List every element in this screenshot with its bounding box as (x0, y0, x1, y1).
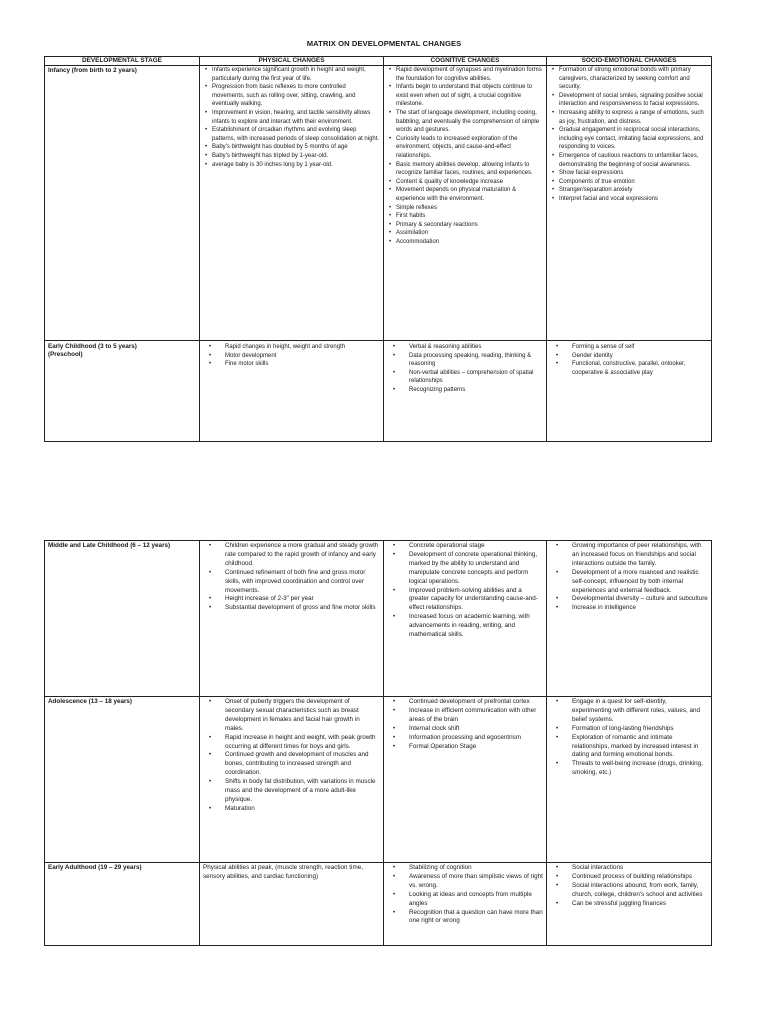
physical-cell (200, 341, 384, 442)
list-item: • Infants experience significant growth in height and weight, particularly during the first year of life. (203, 66, 380, 83)
cognitive-cell (384, 863, 547, 946)
stage-cell: Adolescence (13 – 18 years) (45, 697, 200, 863)
list-item: • Functional, constructive, parallel, onlooker, cooperative & associative play (550, 360, 708, 377)
list-item: • Motor development (203, 352, 380, 361)
header-cognitive: COGNITIVE CHANGES (384, 57, 547, 66)
list-item: • Stabilizing of cognition (387, 864, 543, 873)
list-item: • Engage in a quest for self-identity, experimenting with different roles, values, and belief systems. (550, 698, 708, 725)
list-item: • Increased focus on academic learning, with advancements in reading, writing, and mathematical skills. (387, 613, 543, 640)
list-item: • Improvement in vision, hearing, and tactile sensitivity allows infants to explore and interact with their environment. (203, 109, 380, 126)
physical-cell (200, 541, 384, 697)
list-item: • Show facial expressions (550, 169, 708, 178)
header-stage: DEVELOPMENTAL STAGE (45, 57, 200, 66)
list-item: • Improved problem-solving abilities and a greater capacity for understanding cause-and-effect relationships. (387, 587, 543, 614)
list-item: • Fine motor skills (203, 360, 380, 369)
socio-emotional-cell (547, 697, 712, 863)
table-row (45, 863, 712, 946)
header-physical: PHYSICAL CHANGES (200, 57, 384, 66)
cognitive-cell (384, 541, 547, 697)
list-item: • Growing importance of peer relationships, with an increased focus on friendships and social interactions outside the family. (550, 542, 708, 569)
list-item: • Awareness of more than simplistic views of right vs. wrong. (387, 873, 543, 891)
bullet-list (550, 343, 708, 377)
list-item: • Height increase of 2-3" per year (203, 595, 380, 604)
list-item: • Components of true emotion (550, 178, 708, 187)
bullet-list (550, 542, 708, 613)
stage-cell: Middle and Late Childhood (6 – 12 years) (45, 541, 200, 697)
list-item: • Continued refinement of both fine and gross motor skills, with improved coordination and control over movements. (203, 569, 380, 596)
list-item: • Baby's birthweight has doubled by 5 months of age (203, 143, 380, 152)
list-item: • Continued development of prefrontal cortex (387, 698, 543, 707)
header-socio-emotional: SOCIO-EMOTIONAL CHANGES (547, 57, 712, 66)
socio-emotional-cell (547, 541, 712, 697)
list-item: • Basic memory abilities develop, allowing infants to recognize familiar faces, routines, and experiences. (387, 161, 543, 178)
physical-cell: Physical abilities at peak, (muscle strength, reaction time, sensory abilities, and cardiac functioning) (200, 863, 384, 946)
list-item: • Formal Operation Stage (387, 743, 543, 752)
list-item: • Rapid changes in height, weight and strength (203, 343, 380, 352)
list-item: • Formation of strong emotional bonds with primary caregivers, characterized by seeking comfort and security. (550, 66, 708, 92)
list-item: • Assimilation (387, 229, 543, 238)
list-item: • Verbal & reasoning abilities (387, 343, 543, 352)
bullet-list (387, 66, 543, 246)
list-item: • Concrete operational stage (387, 542, 543, 551)
list-item: • Establishment of circadian rhythms and evolving sleep patterns, with increased periods of sleep consolidation at night. (203, 126, 380, 143)
cognitive-cell (384, 341, 547, 442)
stage-cell: Infancy (from birth to 2 years) (45, 66, 200, 341)
list-item: • Substantial development of gross and fine motor skills (203, 604, 380, 613)
list-item: • Curiosity leads to increased exploration of the environment, objects, and cause-and-effect relationships. (387, 135, 543, 161)
list-item: • Development of a more nuanced and realistic self-concept, influenced by both internal experiences and external feedback. (550, 569, 708, 596)
table-row (45, 66, 712, 341)
list-item: • Non-verbal abilities – comprehension of spatial relationships (387, 369, 543, 386)
list-item: • Can be stressful juggling finances (550, 900, 708, 909)
bullet-list (203, 343, 380, 369)
list-item: • Continued growth and development of muscles and bones, contributing to increased strength and coordination. (203, 751, 380, 778)
list-item: • Development of social smiles, signaling positive social interaction and responsiveness to facial expressions. (550, 92, 708, 109)
list-item: • Children experience a more gradual and steady growth rate compared to the rapid growth of infancy and early childhood. (203, 542, 380, 569)
list-item: • The start of language development, including cooing, babbling, and eventually the comprehension of simple words and gestures. (387, 109, 543, 135)
bullet-list (550, 698, 708, 778)
list-item: • Progression from basic reflexes to more controlled movements, such as rolling over, sitting, crawling, and eventually walking. (203, 83, 380, 109)
list-item: • Information processing and egocentrism (387, 734, 543, 743)
list-item: • Interpret facial and vocal expressions (550, 195, 708, 204)
bullet-list (203, 698, 380, 814)
cognitive-cell (384, 66, 547, 341)
socio-emotional-cell (547, 66, 712, 341)
table-row (45, 541, 712, 697)
table-row (45, 697, 712, 863)
list-item: • Exploration of romantic and intimate relationships, marked by increased interest in dating and forming emotional bonds. (550, 734, 708, 761)
list-item: • Formation of long-lasting friendships (550, 725, 708, 734)
list-item: • Increasing ability to express a range of emotions, such as joy, frustration, and distress. (550, 109, 708, 126)
list-item: • Forming a sense of self (550, 343, 708, 352)
list-item: • average baby is 30 inches long by 1 year-old. (203, 161, 380, 170)
list-item: • Rapid development of synapses and myelination forms the foundation for cognitive abilities. (387, 66, 543, 83)
list-item: • Gradual engagement in reciprocal social interactions, including eye contact, imitating facial expressions, and responding to voices. (550, 126, 708, 152)
list-item: • Social interactions abound, from work, family, church, college, children's school and activities (550, 882, 708, 900)
list-item: • Data processing speaking, reading, thinking & reasoning (387, 352, 543, 369)
list-item: • Increase in intelligence (550, 604, 708, 613)
list-item: • Recognition that a question can have more than one right or wrong (387, 909, 543, 927)
list-item: • Infants begin to understand that objects continue to exist even when out of sight, a crucial cognitive milestone. (387, 83, 543, 109)
bullet-list (387, 343, 543, 395)
list-item: • Rapid increase in height and weight, with peak growth occurring at different times for boys and girls. (203, 734, 380, 752)
list-item: • Primary & secondary reactions (387, 221, 543, 230)
list-item: • Development of concrete operational thinking, marked by the ability to understand and manipulate concrete concepts and perform logical operations. (387, 551, 543, 587)
list-item: • Continued process of building relationships (550, 873, 708, 882)
list-item: • Emergence of cautious reactions to unfamiliar faces, demonstrating the beginning of social awareness. (550, 152, 708, 169)
list-item: • Shifts in body fat distribution, with variations in muscle mass and the development of a more adult-like physique. (203, 778, 380, 805)
list-item: • First habits (387, 212, 543, 221)
list-item: • Accommodation (387, 238, 543, 247)
stage-cell: Early Childhood (3 to 5 years) (Preschool) (45, 341, 200, 442)
list-item: • Maturation (203, 805, 380, 814)
bullet-list (387, 864, 543, 926)
list-item: • Developmental diversity – culture and subculture (550, 595, 708, 604)
bullet-list (550, 864, 708, 909)
list-item: • Movement depends on physical maturation & experience with the environment. (387, 186, 543, 203)
table-row (45, 341, 712, 442)
list-item: • Simple reflexes (387, 204, 543, 213)
list-item: • Gender identity (550, 352, 708, 361)
development-matrix-table-1 (44, 56, 712, 442)
bullet-list (203, 542, 380, 613)
bullet-list (550, 66, 708, 204)
header-row (45, 57, 712, 66)
list-item: • Content & quality of knowledge increase (387, 178, 543, 187)
cognitive-cell (384, 697, 547, 863)
list-item: • Increase in efficient communication with other areas of the brain (387, 707, 543, 725)
bullet-list (387, 542, 543, 640)
list-item: • Threats to well-being increase (drugs, drinking, smoking, etc.) (550, 760, 708, 778)
socio-emotional-cell (547, 341, 712, 442)
list-item: • Onset of puberty triggers the development of secondary sexual characteristics such as breast development in females and facial hair growth in males. (203, 698, 380, 734)
list-item: • Recognizing patterns (387, 386, 543, 395)
development-matrix-table-2 (44, 540, 712, 946)
page-title: MATRIX ON DEVELOPMENTAL CHANGES (306, 39, 462, 48)
list-item: • Baby's birthweight has tripled by 1-year-old. (203, 152, 380, 161)
socio-emotional-cell (547, 863, 712, 946)
list-item: • Looking at ideas and concepts from multiple angles (387, 891, 543, 909)
list-item: • Internal clock shift (387, 725, 543, 734)
list-item: • Social interactions (550, 864, 708, 873)
physical-cell (200, 66, 384, 341)
list-item: • Stranger/separation anxiety (550, 186, 708, 195)
physical-cell (200, 697, 384, 863)
bullet-list (387, 698, 543, 751)
stage-cell: Early Adulthood (19 – 29 years) (45, 863, 200, 946)
bullet-list (203, 66, 380, 169)
